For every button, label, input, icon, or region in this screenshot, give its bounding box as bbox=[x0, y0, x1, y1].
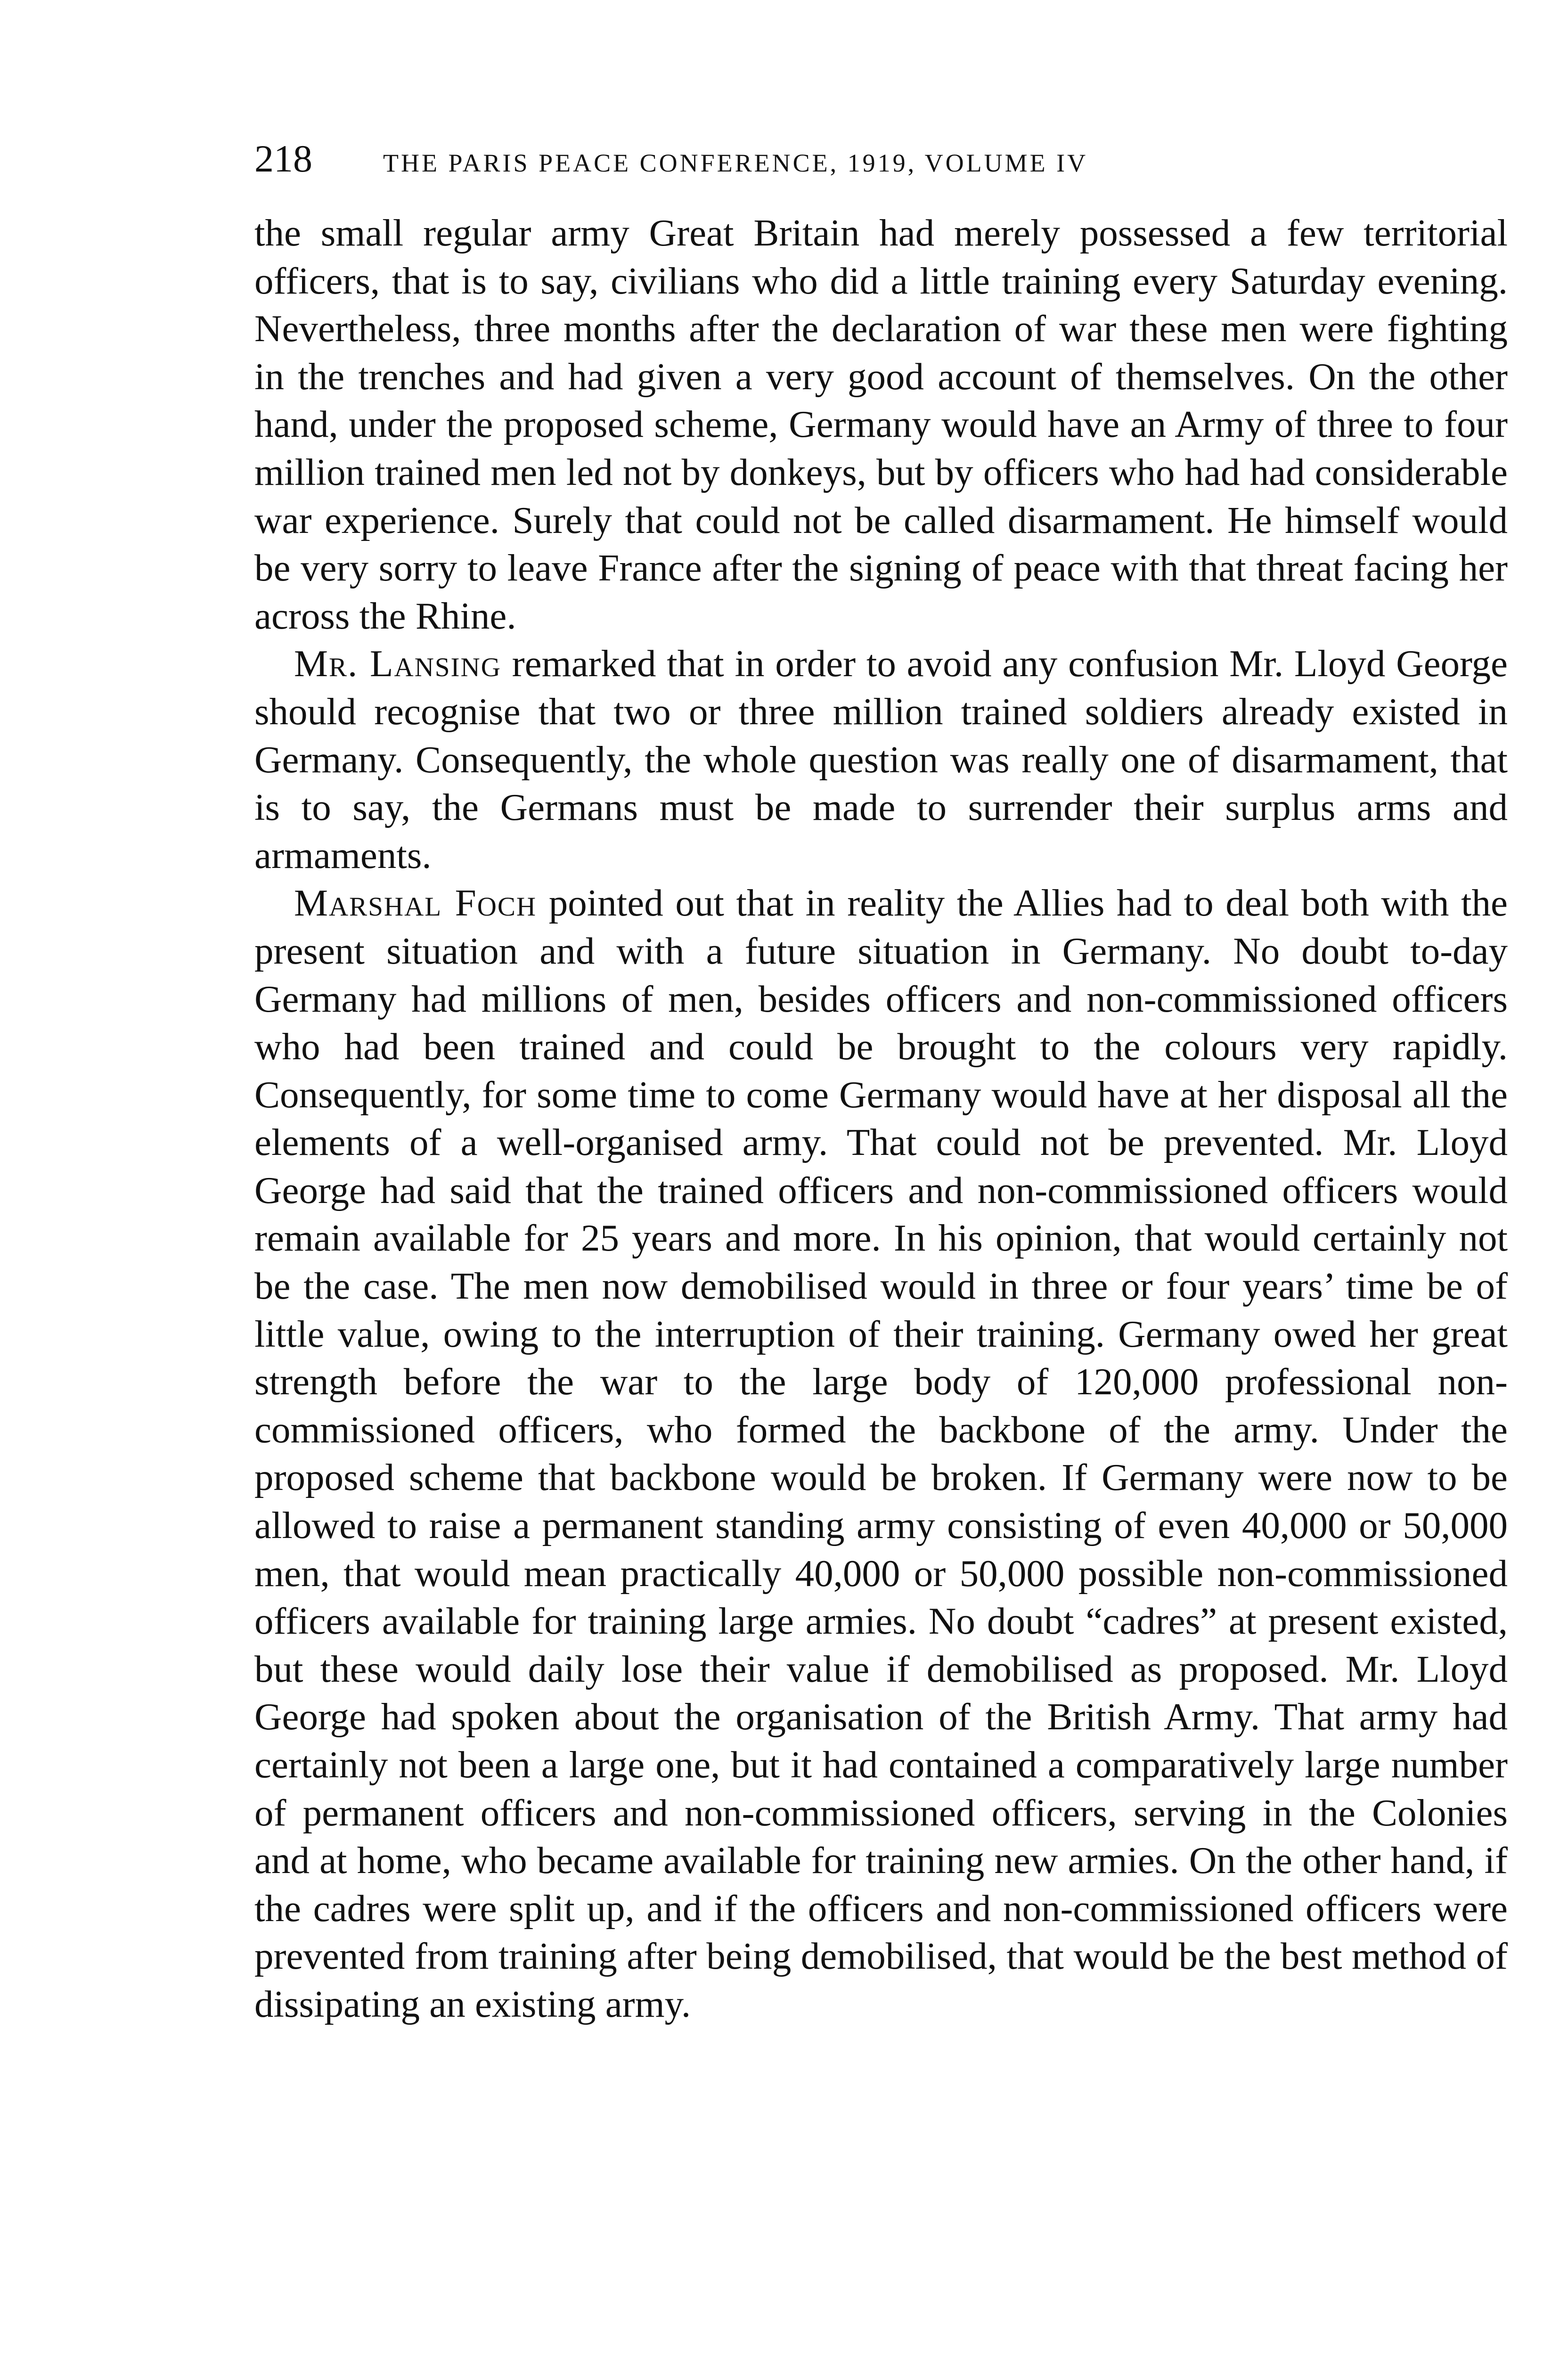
paragraph-text: pointed out that in reality the Allies had to deal both with the present situation and with a future situation in Germany. No doubt to-day Germany had millions of men, besides officers and non-commissioned officers who had been trained and could be brought to the colours very rapidly. Consequently, for some time to come Germany would have at her disposal all the elements of a well-organised army. That could not be prevented. Mr. Lloyd George had said that the trained officers and non-commissioned officers would remain available for 25 years and more. In his opinion, that would certainly not be the case. The men now demobilised would in three or four years’ time be of little value, owing to the interruption of their training. Germany owed her great strength before the war to the large body of 120,000 professional non-commissioned officers, who formed the backbone of the army. Under the proposed scheme that backbone would be broken. If Germany were now to be allowed to raise a permanent standing army consisting of even 40,000 or 50,000 men, that would mean practically 40,000 or 50,000 possible non-commissioned officers available for training large armies. No doubt “cadres” at present existed, but these would daily lose their value if demobilised as proposed. Mr. Lloyd George had spoken about the organisation of the British Army. That army had certainly not been a large one, but it had contained a comparatively large number of permanent officers and non-commissioned officers, serving in the Colonies and at home, who became available for training new armies. On the other hand, if the cadres were split up, and if the officers and non-commissioned officers were prevented from training after being demobilised, that would be the best method of dissipating an existing army. bbox=[254, 882, 1508, 2025]
paragraph-text: remarked that in order to avoid any confusion Mr. Lloyd George should recognise that two or three million trained soldiers already existed in Germany. Consequently, the whole question was really one of disarmament, that is to say, the Germans must be made to surrender their surplus arms and armaments. bbox=[254, 642, 1508, 876]
running-header bbox=[254, 137, 1508, 193]
document-page bbox=[254, 137, 1508, 2029]
paragraph-foch bbox=[254, 879, 1508, 2028]
speaker-name: Mr. Lansing bbox=[294, 642, 501, 685]
paragraph-text: the small regular army Great Britain had merely possessed a few territorial officers, that is to say, civilians who did a little training every Saturday evening. Nevertheless, three months after the declaration of war these men were fighting in the trenches and had given a very good account of themselves. On the other hand, under the proposed scheme, Germany would have an Army of three to four million trained men led not by donkeys, but by officers who had had considerable war experience. Surely that could not be called disarmament. He himself would be very sorry to leave France after the signing of peace with that threat facing her across the Rhine. bbox=[254, 212, 1508, 637]
running-title: THE PARIS PEACE CONFERENCE, 1919, VOLUME IV bbox=[383, 149, 1088, 177]
paragraph-lansing bbox=[254, 640, 1508, 879]
page-number: 218 bbox=[254, 137, 312, 180]
speaker-name: Marshal Foch bbox=[294, 882, 537, 924]
paragraph-continuation bbox=[254, 209, 1508, 640]
